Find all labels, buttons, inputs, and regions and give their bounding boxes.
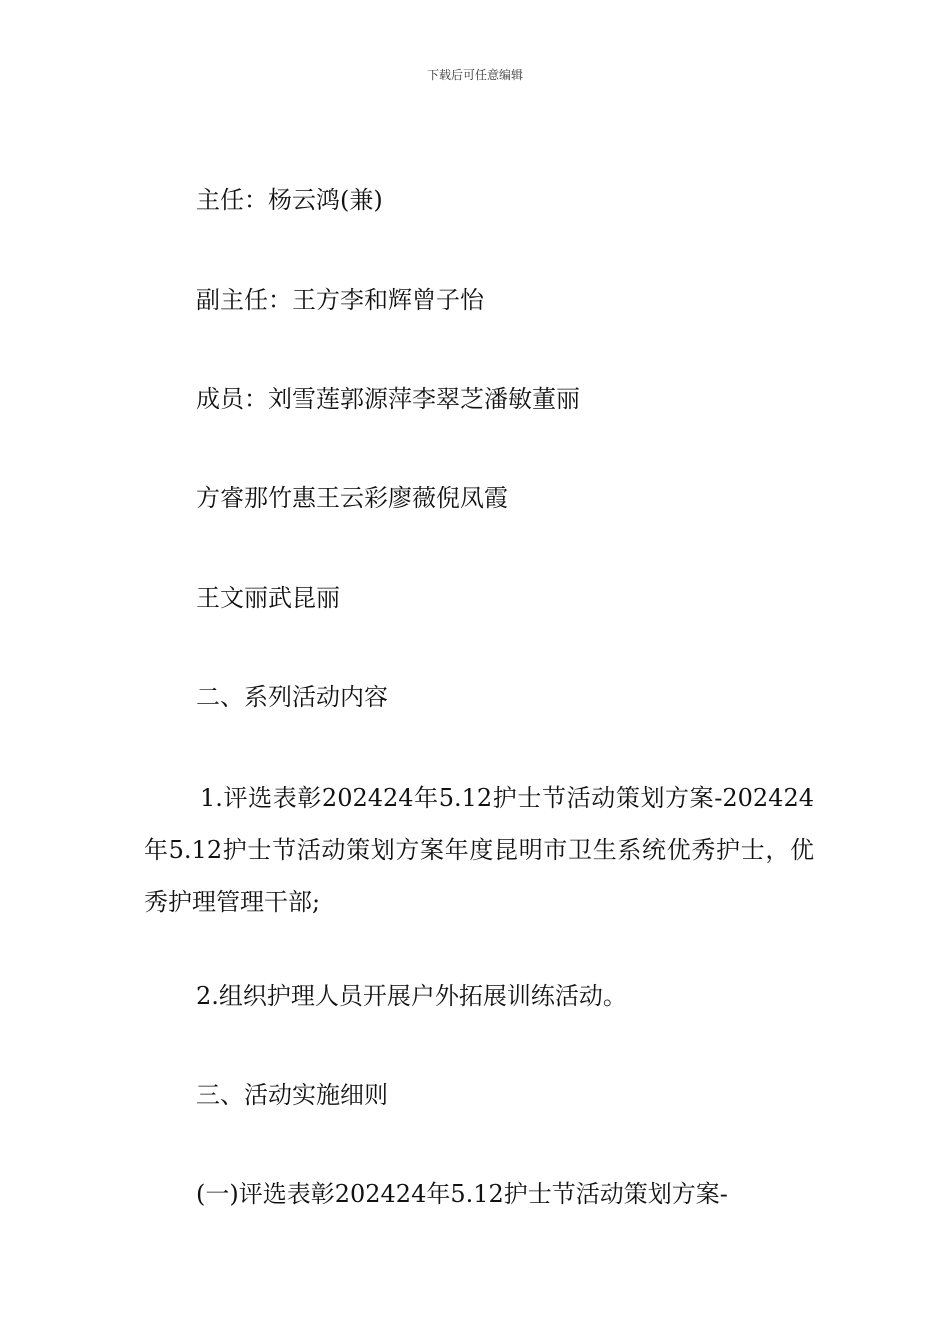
deputy-director-line: 副主任：王方李和辉曾子怡 [196, 286, 484, 314]
members-line-1: 成员：刘雪莲郭源萍李翠芝潘敏董丽 [196, 385, 580, 413]
members-line-3: 王文丽武昆丽 [196, 584, 340, 612]
director-line: 主任：杨云鸿(兼) [196, 186, 383, 214]
header-note: 下载后可任意编辑 [426, 68, 523, 82]
activity-item-1: 1.评选表彰202424年5.12护士节活动策划方案-202424年5.12护士节活动策划方案年度昆明市卫生系统优秀护士，优秀护理管理干部; [144, 784, 814, 916]
activity-item-2: 2.组织护理人员开展户外拓展训练活动。 [196, 982, 627, 1010]
section-3-heading: 三、活动实施细则 [196, 1081, 388, 1109]
section-2-heading: 二、系列活动内容 [196, 683, 388, 711]
members-line-2: 方睿那竹惠王云彩廖薇倪凤霞 [196, 484, 508, 512]
subsection-1-heading: (一)评选表彰202424年5.12护士节活动策划方案- [196, 1180, 728, 1208]
